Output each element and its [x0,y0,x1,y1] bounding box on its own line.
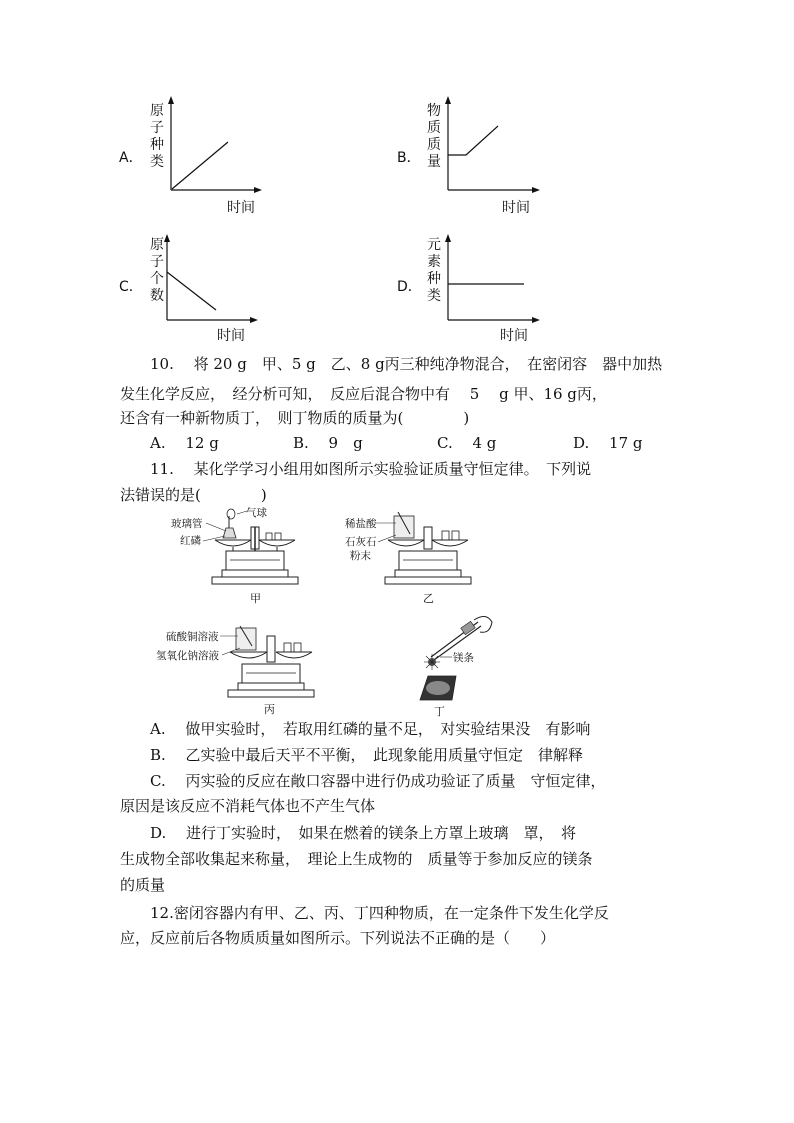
label-magnesium: 镁条 [453,652,474,664]
option-letter: B． [397,150,421,166]
x-axis-label: 时间 [227,200,255,216]
label-naoh: 氢氧化钠溶液 [156,650,219,662]
label-red-phosphorus: 红磷 [180,535,201,547]
option-letter: D． [397,279,422,295]
label-glass-tube: 玻璃管 [171,518,203,530]
option-letter: A． [119,150,143,166]
option-d-continued: 的质量 [120,876,166,894]
option-d[interactable]: D. 进行丁实验时， 如果在燃着的镁条上方罩上玻璃 罩， 将 [150,824,577,842]
option-a[interactable]: A. 12 g [150,434,219,452]
question-text-line: 法错误的是( ) [120,486,267,504]
option-b[interactable]: B. 乙实验中最后天平不平衡， 此现象能用质量守恒定 律解释 [150,746,584,764]
label-cuso4: 硫酸铜溶液 [166,631,219,643]
x-axis-label: 时间 [217,328,245,344]
y-axis-label: 物 质 质 量 [427,103,441,170]
question-text-line: 11. 某化学学习小组用如图所示实验验证质量守恒定律。 下列说 [150,460,592,478]
x-axis-label: 时间 [502,200,530,216]
y-axis-label: 原 子 种 类 [150,103,164,170]
label-dilute-hcl: 稀盐酸 [345,518,377,530]
question-text-line: 10. 将 20 g 甲、5 g 乙、8 g丙三种纯净物混合， 在密闭容 器中加热 [150,355,663,373]
option-b[interactable]: B. 9 g [293,434,363,452]
question-text-line: 发生化学反应， 经分析可知， 反应后混合物中有 5 g 甲、16 g丙， [120,385,607,403]
option-d-continued: 生成物全部收集起来称量， 理论上生成物的 质量等于参加反应的镁条 [120,850,593,868]
question-text-line: 应，反应前后各物质质量如图所示。下列说法不正确的是（ ） [120,929,556,947]
option-c[interactable]: C. 4 g [437,434,497,452]
option-letter: C． [119,279,143,295]
question-text-line: 12.密闭容器内有甲、乙、丙、丁四种物质，在一定条件下发生化学反 [150,904,609,922]
option-c[interactable]: C. 丙实验的反应在敞口容器中进行仍成功验证了质量 守恒定律， [150,772,606,790]
caption-jia: 甲 [250,592,261,605]
question-text-line: 还含有一种新物质丁， 则丁物质的质量为( ) [120,409,470,427]
caption-bing: 丙 [264,703,275,716]
y-axis-label: 元 素 种 类 [427,237,441,304]
caption-yi: 乙 [423,592,434,605]
x-axis-label: 时间 [500,328,528,344]
option-c-continued: 原因是该反应不消耗气体也不产生气体 [120,797,376,815]
label-powder: 粉末 [350,550,371,562]
caption-ding: 丁 [434,705,445,718]
option-a[interactable]: A. 做甲实验时， 若取用红磷的量不足， 对实验结果没 有影响 [150,720,591,738]
y-axis-label: 原 子 个 数 [150,237,164,304]
label-balloon: 气球 [246,507,267,519]
option-d[interactable]: D. 17 g [573,434,643,452]
label-limestone: 石灰石 [345,536,377,548]
